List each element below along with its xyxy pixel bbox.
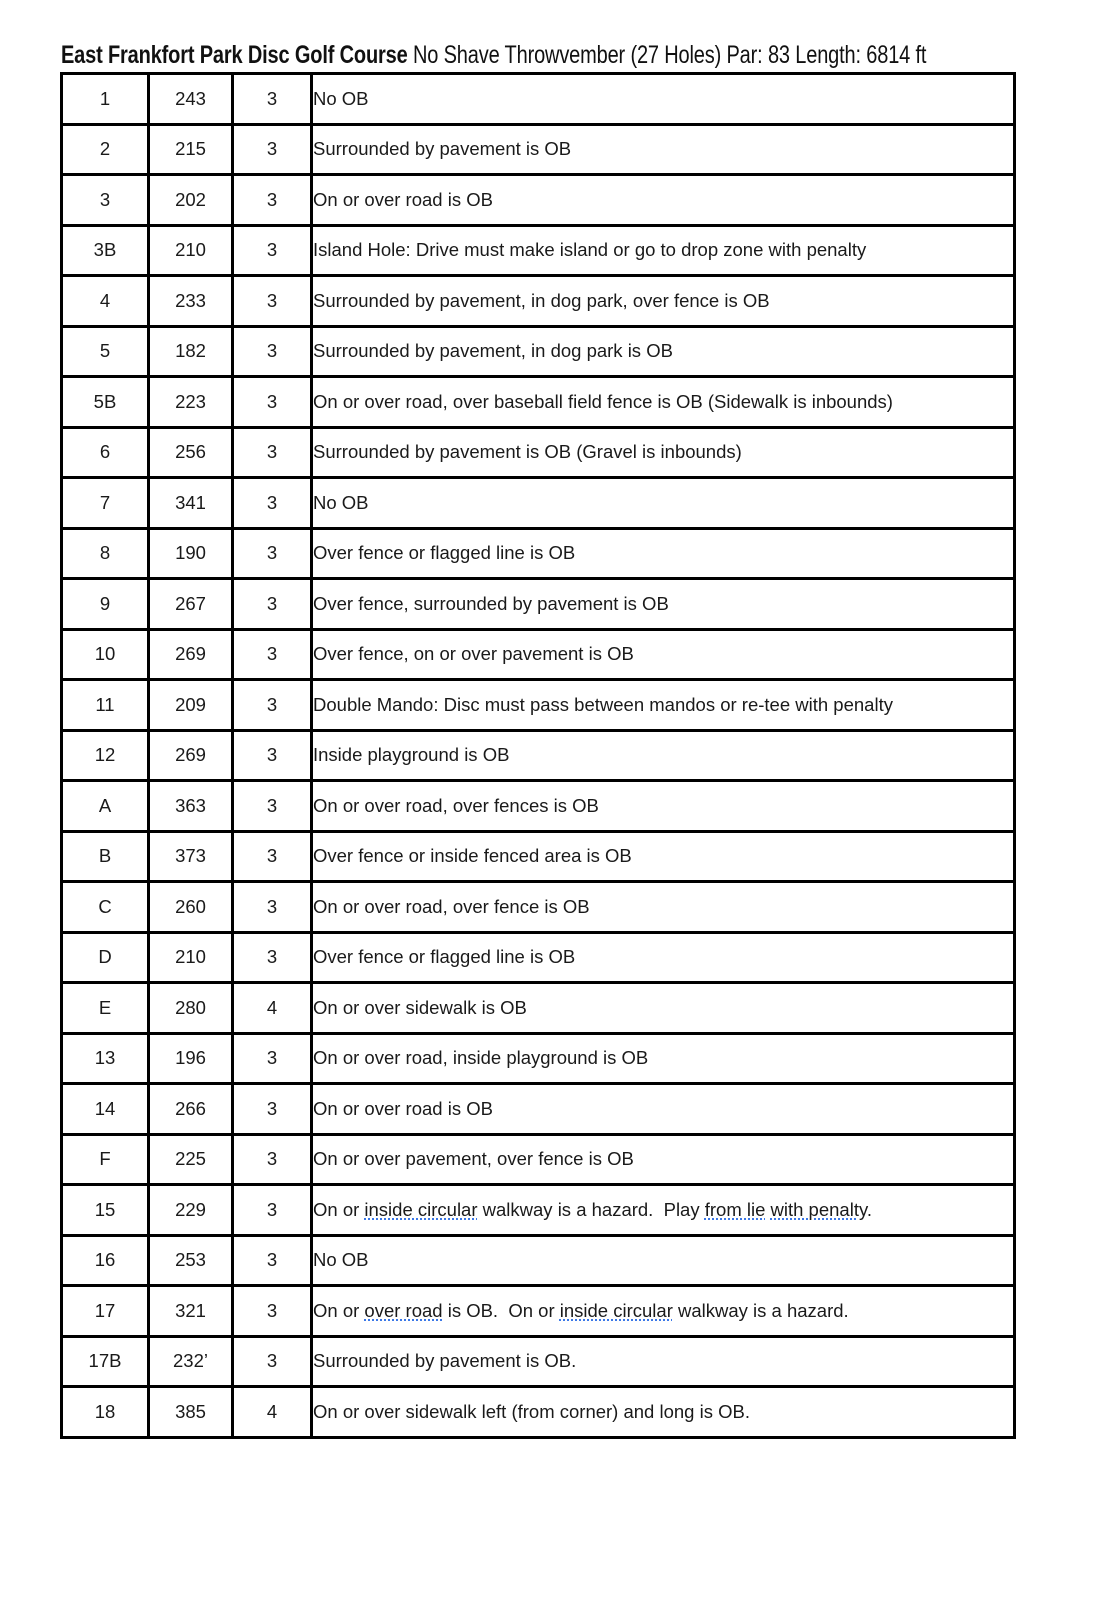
hole-par-cell: 3 xyxy=(233,377,312,428)
hole-notes-cell: Surrounded by pavement is OB. xyxy=(312,1336,1015,1387)
hole-par-cell: 3 xyxy=(233,1084,312,1135)
table-row xyxy=(62,629,1015,680)
table-row xyxy=(62,1387,1015,1438)
hole-notes-cell: Double Mando: Disc must pass between mandos or re-tee with penalty xyxy=(312,680,1015,731)
holes-table-body xyxy=(62,74,1015,1438)
hole-notes-cell: No OB xyxy=(312,478,1015,529)
hole-length-cell: 202 xyxy=(149,175,233,226)
hole-number-cell: B xyxy=(62,831,149,882)
hole-notes-cell: Over fence or flagged line is OB xyxy=(312,932,1015,983)
hole-notes-cell: No OB xyxy=(312,1235,1015,1286)
notes-line xyxy=(313,1199,872,1221)
hole-par-cell: 3 xyxy=(233,1336,312,1387)
hole-par-cell: 3 xyxy=(233,276,312,327)
table-row xyxy=(62,1235,1015,1286)
table-row xyxy=(62,276,1015,327)
hole-length-cell: 190 xyxy=(149,528,233,579)
hole-length-cell: 209 xyxy=(149,680,233,731)
hole-par-cell: 3 xyxy=(233,680,312,731)
hole-notes-cell: Over fence, surrounded by pavement is OB xyxy=(312,579,1015,630)
document-title xyxy=(61,38,926,72)
hole-par-cell: 3 xyxy=(233,478,312,529)
hole-notes-cell: Inside playground is OB xyxy=(312,730,1015,781)
hole-number-cell: 14 xyxy=(62,1084,149,1135)
hole-notes-cell: Surrounded by pavement, in dog park, over fence is OB xyxy=(312,276,1015,327)
hole-notes-cell: Surrounded by pavement is OB (Gravel is inbounds) xyxy=(312,427,1015,478)
table-row xyxy=(62,781,1015,832)
hole-par-cell: 3 xyxy=(233,124,312,175)
hole-length-cell: 269 xyxy=(149,629,233,680)
table-row xyxy=(62,1185,1015,1236)
hole-length-cell: 256 xyxy=(149,427,233,478)
hole-par-cell: 3 xyxy=(233,579,312,630)
hole-number-cell: 6 xyxy=(62,427,149,478)
table-row xyxy=(62,730,1015,781)
hole-notes-cell: Surrounded by pavement, in dog park is OB xyxy=(312,326,1015,377)
hole-number-cell: 17 xyxy=(62,1286,149,1337)
course-name: East Frankfort Park Disc Golf Course xyxy=(61,41,408,69)
hole-length-cell: 243 xyxy=(149,74,233,125)
hole-notes-cell: Island Hole: Drive must make island or go to drop zone with penalty xyxy=(312,225,1015,276)
hole-length-cell: 269 xyxy=(149,730,233,781)
hole-length-cell: 266 xyxy=(149,1084,233,1135)
table-row xyxy=(62,831,1015,882)
notes-line xyxy=(313,1300,849,1322)
hole-number-cell: 4 xyxy=(62,276,149,327)
table-row xyxy=(62,175,1015,226)
hole-number-cell: 13 xyxy=(62,1033,149,1084)
hole-length-cell: 196 xyxy=(149,1033,233,1084)
notes-text: On or inside circular walkway is a hazard. Play from lie with penalty. xyxy=(313,1198,872,1220)
hole-number-cell: 16 xyxy=(62,1235,149,1286)
hole-notes-cell: On or over road, inside playground is OB xyxy=(312,1033,1015,1084)
hole-number-cell: D xyxy=(62,932,149,983)
table-row xyxy=(62,478,1015,529)
hole-par-cell: 4 xyxy=(233,1387,312,1438)
hole-length-cell: 210 xyxy=(149,225,233,276)
hole-notes-cell: On or over road is OB xyxy=(312,175,1015,226)
hole-par-cell: 3 xyxy=(233,528,312,579)
hole-notes-cell xyxy=(312,1185,1015,1236)
hole-length-cell: 280 xyxy=(149,983,233,1034)
hole-length-cell: 233 xyxy=(149,276,233,327)
table-row xyxy=(62,74,1015,125)
hole-par-cell: 3 xyxy=(233,175,312,226)
table-row xyxy=(62,124,1015,175)
hole-notes-cell: No OB xyxy=(312,74,1015,125)
hole-notes-cell: On or over sidewalk is OB xyxy=(312,983,1015,1034)
table-row xyxy=(62,1286,1015,1337)
table-row xyxy=(62,326,1015,377)
hole-length-cell: 260 xyxy=(149,882,233,933)
hole-number-cell: 10 xyxy=(62,629,149,680)
hole-length-cell: 215 xyxy=(149,124,233,175)
course-subtitle: No Shave Throwvember (27 Holes) Par: 83 Length: 6814 ft xyxy=(412,41,927,69)
hole-number-cell: 18 xyxy=(62,1387,149,1438)
hole-par-cell: 4 xyxy=(233,983,312,1034)
hole-length-cell: 225 xyxy=(149,1134,233,1185)
hole-number-cell: F xyxy=(62,1134,149,1185)
hole-number-cell: 5 xyxy=(62,326,149,377)
hole-length-cell: 385 xyxy=(149,1387,233,1438)
hole-par-cell: 3 xyxy=(233,326,312,377)
notes-text: On or over road is OB. On or inside circular walkway is a hazard. xyxy=(313,1299,849,1321)
hole-par-cell: 3 xyxy=(233,225,312,276)
hole-par-cell: 3 xyxy=(233,882,312,933)
hole-number-cell: 5B xyxy=(62,377,149,428)
hole-number-cell: 9 xyxy=(62,579,149,630)
hole-par-cell: 3 xyxy=(233,1286,312,1337)
hole-number-cell: 3 xyxy=(62,175,149,226)
hole-par-cell: 3 xyxy=(233,730,312,781)
table-row xyxy=(62,427,1015,478)
hole-notes-cell: Surrounded by pavement is OB xyxy=(312,124,1015,175)
table-row xyxy=(62,680,1015,731)
table-row xyxy=(62,1033,1015,1084)
hole-length-cell: 341 xyxy=(149,478,233,529)
hole-number-cell: 1 xyxy=(62,74,149,125)
hole-number-cell: 3B xyxy=(62,225,149,276)
hole-par-cell: 3 xyxy=(233,427,312,478)
hole-number-cell: 15 xyxy=(62,1185,149,1236)
hole-length-cell: 321 xyxy=(149,1286,233,1337)
table-row xyxy=(62,579,1015,630)
hole-notes-cell: Over fence, on or over pavement is OB xyxy=(312,629,1015,680)
hole-par-cell: 3 xyxy=(233,1185,312,1236)
hole-number-cell: 2 xyxy=(62,124,149,175)
hole-notes-cell: Over fence or inside fenced area is OB xyxy=(312,831,1015,882)
hole-par-cell: 3 xyxy=(233,1134,312,1185)
hole-par-cell: 3 xyxy=(233,629,312,680)
hole-length-cell: 182 xyxy=(149,326,233,377)
hole-notes-cell: On or over road, over fences is OB xyxy=(312,781,1015,832)
table-row xyxy=(62,1084,1015,1135)
hole-notes-cell xyxy=(312,1286,1015,1337)
hole-number-cell: 7 xyxy=(62,478,149,529)
table-row xyxy=(62,528,1015,579)
hole-number-cell: 17B xyxy=(62,1336,149,1387)
hole-par-cell: 3 xyxy=(233,1235,312,1286)
hole-number-cell: C xyxy=(62,882,149,933)
hole-par-cell: 3 xyxy=(233,74,312,125)
holes-table xyxy=(60,72,1016,1439)
table-row xyxy=(62,983,1015,1034)
hole-par-cell: 3 xyxy=(233,1033,312,1084)
hole-notes-cell: On or over sidewalk left (from corner) and long is OB. xyxy=(312,1387,1015,1438)
hole-length-cell: 229 xyxy=(149,1185,233,1236)
hole-par-cell: 3 xyxy=(233,932,312,983)
hole-length-cell: 267 xyxy=(149,579,233,630)
hole-length-cell: 363 xyxy=(149,781,233,832)
hole-notes-cell: On or over road is OB xyxy=(312,1084,1015,1135)
hole-length-cell: 210 xyxy=(149,932,233,983)
hole-notes-cell: On or over road, over baseball field fence is OB (Sidewalk is inbounds) xyxy=(312,377,1015,428)
hole-length-cell: 373 xyxy=(149,831,233,882)
hole-length-cell: 232’ xyxy=(149,1336,233,1387)
table-row xyxy=(62,225,1015,276)
hole-number-cell: 8 xyxy=(62,528,149,579)
hole-notes-cell: On or over road, over fence is OB xyxy=(312,882,1015,933)
hole-par-cell: 3 xyxy=(233,781,312,832)
hole-notes-cell: On or over pavement, over fence is OB xyxy=(312,1134,1015,1185)
table-row xyxy=(62,377,1015,428)
hole-number-cell: E xyxy=(62,983,149,1034)
hole-number-cell: A xyxy=(62,781,149,832)
hole-notes-cell: Over fence or flagged line is OB xyxy=(312,528,1015,579)
hole-number-cell: 12 xyxy=(62,730,149,781)
hole-par-cell: 3 xyxy=(233,831,312,882)
hole-number-cell: 11 xyxy=(62,680,149,731)
hole-length-cell: 253 xyxy=(149,1235,233,1286)
table-row xyxy=(62,1134,1015,1185)
table-row xyxy=(62,932,1015,983)
hole-length-cell: 223 xyxy=(149,377,233,428)
table-row xyxy=(62,882,1015,933)
table-row xyxy=(62,1336,1015,1387)
